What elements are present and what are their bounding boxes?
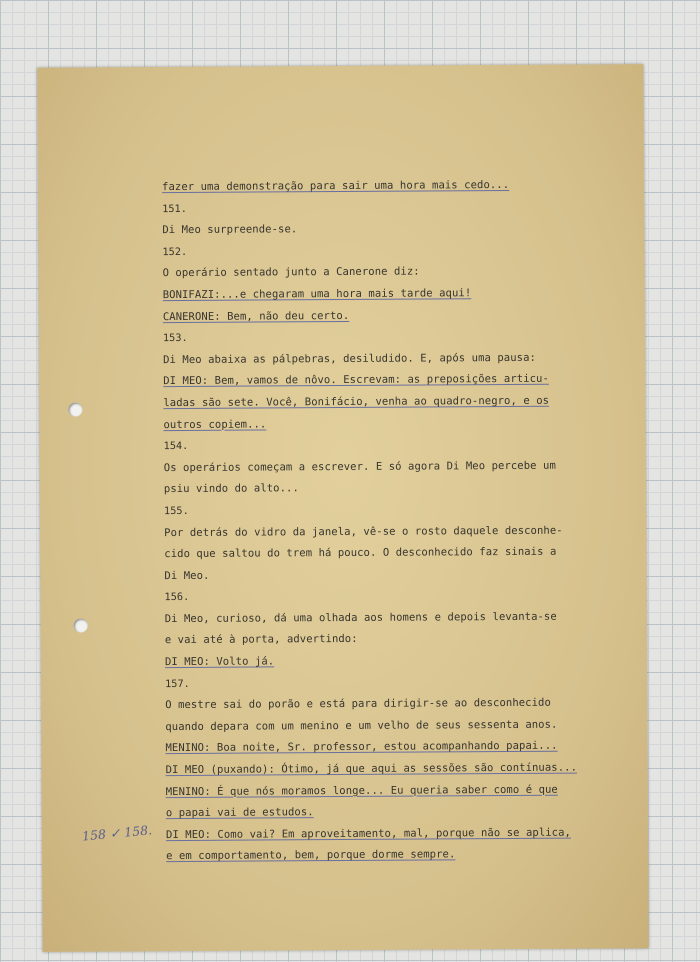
dialogue-line: DI MEO: Como vai? Em aproveitamento, mal, porque não se aplica, [165, 826, 571, 841]
dialogue-line: DI MEO (puxando): Ótimo, já que aqui as sessões são contínuas... [165, 761, 578, 777]
dialogue-line: BONIFAZI:...e chegaram uma hora mais tarde aqui! [162, 287, 472, 302]
script-line: Di Meo abaixa as pálpebras, desiludido. E, após uma pausa: [163, 351, 536, 366]
script-line: Os operários começam a escrever. E só agora Di Meo percebe um [163, 459, 556, 474]
script-text [162, 174, 636, 868]
scene-number: 151. [162, 203, 187, 215]
script-line: O operário sentado junto a Canerone diz: [162, 265, 420, 280]
script-line: fazer uma demonstração para sair uma hora mais cedo... [161, 178, 510, 194]
script-line: cido que saltou do trem há pouco. O desconhecido faz sinais a [164, 545, 557, 561]
typewritten-page [37, 64, 648, 952]
dialogue-line: MENINO: É que nós moramos longe... Eu queria saber como é que [165, 783, 558, 798]
dialogue-line: outros copiem... [163, 417, 267, 431]
scene-number: 157. [165, 678, 190, 690]
dialogue-line: MENINO: Boa noite, Sr. professor, estou acompanhando papai... [165, 740, 558, 755]
punch-hole-bottom [74, 619, 88, 633]
scene-number: 152. [162, 246, 188, 258]
dialogue-line: ladas são sete. Você, Bonifácio, venha ao quadro-negro, e os [163, 394, 550, 410]
dialogue-line: DI MEO: Bem, vamos de nôvo. Escrevam: as preposições articu- [163, 373, 549, 388]
script-line: Di Meo. [164, 569, 210, 582]
script-line: Por detrás do vidro da janela, vê-se o rosto daquele desconhe- [164, 524, 563, 539]
handwritten-note: 158 ✓ 158. [81, 822, 153, 844]
scene-number: 156. [164, 592, 190, 604]
script-line: e vai até à porta, advertindo: [164, 633, 358, 647]
script-line: O mestre sai do porão e está para dirigir-se ao desconhecido [165, 696, 551, 712]
dialogue-line: CANERONE: Bem, não deu certo. [162, 309, 350, 323]
scene-number: 153. [162, 333, 188, 345]
dialogue-line: o papai vai de estudos. [165, 806, 314, 820]
script-line: psiu vindo do alto... [163, 482, 299, 496]
dialogue-line: e em comportamento, bem, porque dorme sempre. [166, 848, 456, 863]
dialogue-line: DI MEO: Volto já. [164, 655, 275, 669]
script-line: quando depara com um menino e um velho de seus sessenta anos. [165, 718, 558, 733]
script-line: Di Meo, curioso, dá uma olhada aos homens e depois levanta-se [164, 610, 557, 625]
scene-number: 155. [163, 505, 189, 517]
scene-number: 154. [163, 441, 189, 453]
script-line: Di Meo surpreende-se. [162, 223, 298, 237]
punch-hole-top [68, 403, 82, 417]
